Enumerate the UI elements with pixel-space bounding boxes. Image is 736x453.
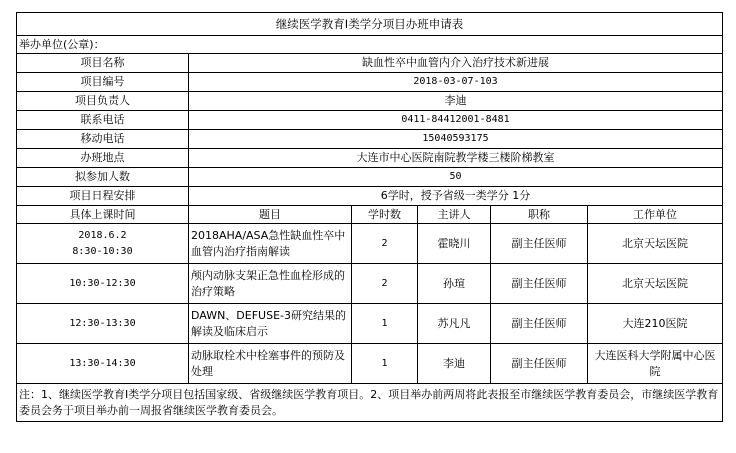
session-rank: 副主任医师 <box>491 344 588 384</box>
field-row-participants <box>17 168 723 187</box>
session-hours: 1 <box>352 344 418 384</box>
session-time-range: 8:30-10:30 <box>72 245 133 257</box>
field-label: 办班地点 <box>17 149 189 168</box>
session-topic: DAWN、DEFUSE-3研究结果的解读及临床启示 <box>189 304 352 344</box>
session-topic: 颅内动脉支架正急性血栓形成的治疗策略 <box>189 264 352 304</box>
field-row-project-number <box>17 73 723 92</box>
session-rank: 副主任医师 <box>491 304 588 344</box>
session-hours: 2 <box>352 224 418 264</box>
session-hours: 1 <box>352 304 418 344</box>
form-note: 注：1、继续医学教育Ⅰ类学分项目包括国家级、省级继续医学教育项目。2、项目举办前两周将此表报至市继续医学教育委员会，市继续医学教育委员会务于项目举办前一周报省继续医学教育委员会。 <box>17 384 723 422</box>
field-row-project-leader <box>17 92 723 111</box>
session-speaker: 霍晓川 <box>418 224 491 264</box>
field-row-phone <box>17 111 723 130</box>
header-speaker: 主讲人 <box>418 206 491 224</box>
session-topic: 动脉取栓术中栓塞事件的预防及处理 <box>189 344 352 384</box>
field-value: 15040593175 <box>189 130 723 149</box>
header-hours: 学时数 <box>352 206 418 224</box>
session-speaker: 苏凡凡 <box>418 304 491 344</box>
session-speaker: 孙瑄 <box>418 264 491 304</box>
field-value: 50 <box>189 168 723 187</box>
field-label: 项目负责人 <box>17 92 189 111</box>
title-row <box>17 13 723 36</box>
session-time <box>17 224 189 264</box>
session-rank: 副主任医师 <box>491 224 588 264</box>
session-unit: 北京天坛医院 <box>588 264 723 304</box>
schedule-row <box>17 344 723 384</box>
form-table <box>16 12 723 422</box>
field-label: 项目名称 <box>17 54 189 73</box>
field-row-location <box>17 149 723 168</box>
field-value: 2018-03-07-103 <box>189 73 723 92</box>
session-time: 10:30-12:30 <box>17 264 189 304</box>
session-topic: 2018AHA/ASA急性缺血性卒中血管内治疗指南解读 <box>189 224 352 264</box>
session-rank: 副主任医师 <box>491 264 588 304</box>
field-value: 0411-84412001-8481 <box>189 111 723 130</box>
session-unit: 大连210医院 <box>588 304 723 344</box>
form-title: 继续医学教育I类学分项目办班申请表 <box>17 13 723 36</box>
application-form <box>16 12 722 422</box>
schedule-row <box>17 224 723 264</box>
header-topic: 题目 <box>189 206 352 224</box>
field-label: 项目日程安排 <box>17 187 189 206</box>
schedule-header-row <box>17 206 723 224</box>
session-time: 13:30-14:30 <box>17 344 189 384</box>
field-row-schedule <box>17 187 723 206</box>
field-label: 项目编号 <box>17 73 189 92</box>
session-unit: 大连医科大学附属中心医院 <box>588 344 723 384</box>
session-speaker: 李迪 <box>418 344 491 384</box>
field-row-mobile <box>17 130 723 149</box>
session-hours: 2 <box>352 264 418 304</box>
org-row <box>17 36 723 54</box>
field-label: 移动电话 <box>17 130 189 149</box>
header-time: 具体上课时间 <box>17 206 189 224</box>
session-unit: 北京天坛医院 <box>588 224 723 264</box>
field-row-project-name <box>17 54 723 73</box>
field-label: 联系电话 <box>17 111 189 130</box>
field-value: 李迪 <box>189 92 723 111</box>
header-rank: 职称 <box>491 206 588 224</box>
schedule-row <box>17 304 723 344</box>
field-value: 大连市中心医院南院教学楼三楼阶梯教室 <box>189 149 723 168</box>
field-label: 拟参加人数 <box>17 168 189 187</box>
header-unit: 工作单位 <box>588 206 723 224</box>
session-date: 2018.6.2 <box>78 229 127 241</box>
schedule-row <box>17 264 723 304</box>
field-value: 6学时，授予省级一类学分 1分 <box>189 187 723 206</box>
field-value: 缺血性卒中血管内介入治疗技术新进展 <box>189 54 723 73</box>
note-row <box>17 384 723 422</box>
org-label: 举办单位(公章)： <box>17 36 723 54</box>
session-time: 12:30-13:30 <box>17 304 189 344</box>
